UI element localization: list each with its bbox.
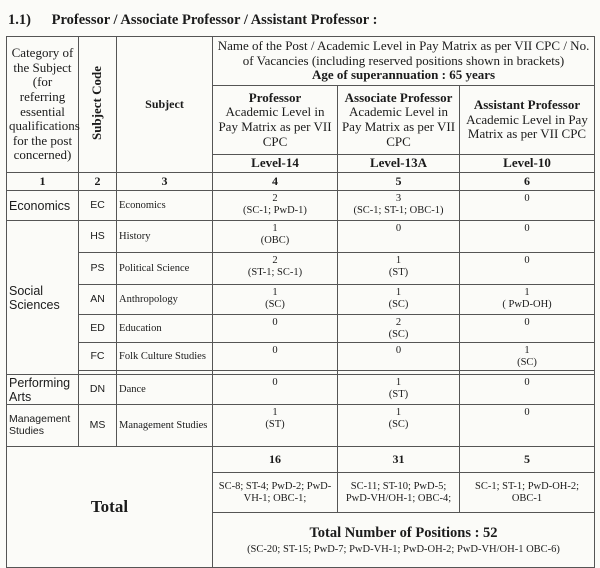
vacancy-table bbox=[6, 36, 595, 568]
assistant-total: 5 bbox=[460, 447, 595, 473]
vacancy-count: 0 bbox=[395, 223, 402, 234]
professor-vacancy bbox=[213, 191, 338, 221]
category-cell: Performing Arts bbox=[7, 375, 79, 405]
professor-vacancy bbox=[213, 285, 338, 315]
reservation: (SC) bbox=[388, 418, 409, 430]
vacancy-count: 1 bbox=[272, 223, 278, 234]
assistant-professor-level: Level-10 bbox=[460, 155, 595, 173]
vacancy-count: 2 bbox=[395, 317, 402, 328]
assistant-professor-title: Assistant Professor bbox=[473, 97, 581, 113]
subject-code: FC bbox=[79, 343, 117, 371]
category-cell: Economics bbox=[7, 191, 79, 221]
section-title: Professor / Associate Professor / Assistant Professor : bbox=[51, 12, 378, 28]
associate-total: 31 bbox=[338, 447, 460, 473]
subject-name: Management Studies bbox=[117, 405, 213, 447]
associate-vacancy bbox=[338, 191, 460, 221]
reservation: (SC) bbox=[388, 328, 409, 340]
vacancy-count: 1 bbox=[395, 287, 402, 298]
assistant-vacancy bbox=[460, 405, 595, 447]
reservation: ( PwD-OH) bbox=[502, 298, 552, 310]
subject-code: AN bbox=[79, 285, 117, 315]
vacancy-count: 0 bbox=[524, 407, 530, 418]
vacancy-count: 0 bbox=[272, 345, 278, 356]
associate-vacancy bbox=[338, 315, 460, 343]
subject-code: DN bbox=[79, 375, 117, 405]
table-row bbox=[7, 343, 595, 371]
professor-header bbox=[213, 86, 338, 155]
subject-name: Dance bbox=[117, 375, 213, 405]
subject-name: Folk Culture Studies bbox=[117, 343, 213, 371]
associate-vacancy bbox=[338, 343, 460, 371]
total-label: Total bbox=[7, 447, 213, 568]
reservation: (ST) bbox=[388, 388, 409, 400]
subject-name: Political Science bbox=[117, 253, 213, 285]
col-number: 1 bbox=[7, 173, 79, 191]
associate-professor-title: Associate Professor bbox=[344, 89, 453, 105]
table-row bbox=[7, 253, 595, 285]
grand-total-title: Total Number of Positions : 52 bbox=[309, 524, 498, 541]
vacancy-count: 0 bbox=[524, 377, 530, 388]
superannuation-text: Age of superannuation : 65 years bbox=[311, 67, 496, 83]
professor-vacancy bbox=[213, 315, 338, 343]
vacancy-count: 1 bbox=[272, 407, 278, 418]
col-number: 4 bbox=[213, 173, 338, 191]
col-number: 2 bbox=[79, 173, 117, 191]
professor-desc: Academic Level in Pay Matrix as per VII CPC bbox=[218, 104, 332, 149]
post-header-text: Name of the Post / Academic Level in Pay Matrix as per VII CPC / No. of Vacancies (including reserved positions shown in brackets) bbox=[217, 38, 590, 68]
subject-code-header bbox=[79, 37, 117, 173]
vacancy-count: 0 bbox=[524, 317, 530, 328]
vacancy-count: 0 bbox=[272, 377, 278, 388]
vacancy-count: 3 bbox=[395, 193, 402, 204]
assistant-vacancy bbox=[460, 375, 595, 405]
subject-name: Education bbox=[117, 315, 213, 343]
subject-code: EC bbox=[79, 191, 117, 221]
associate-vacancy bbox=[338, 253, 460, 285]
professor-vacancy bbox=[213, 375, 338, 405]
vacancy-count: 0 bbox=[272, 317, 278, 328]
reservation: (ST) bbox=[388, 266, 409, 278]
assistant-vacancy bbox=[460, 343, 595, 371]
professor-level: Level-14 bbox=[213, 155, 338, 173]
reservation: (SC-1; ST-1; OBC-1) bbox=[353, 204, 444, 216]
subject-header: Subject bbox=[117, 37, 213, 173]
grand-total-cell bbox=[213, 513, 595, 568]
totals-count-row bbox=[7, 447, 595, 473]
reservation: (SC) bbox=[517, 356, 537, 368]
associate-vacancy bbox=[338, 405, 460, 447]
assistant-vacancy bbox=[460, 285, 595, 315]
assistant-total-reservation: SC-1; ST-1; PwD-OH-2; OBC-1 bbox=[460, 473, 595, 513]
professor-vacancy bbox=[213, 253, 338, 285]
table-row bbox=[7, 315, 595, 343]
associate-vacancy bbox=[338, 375, 460, 405]
subject-code: PS bbox=[79, 253, 117, 285]
professor-total: 16 bbox=[213, 447, 338, 473]
professor-total-reservation: SC-8; ST-4; PwD-2; PwD-VH-1; OBC-1; bbox=[213, 473, 338, 513]
reservation: (ST) bbox=[265, 418, 285, 430]
associate-professor-desc: Academic Level in Pay Matrix as per VII CPC bbox=[341, 104, 456, 149]
vacancy-count: 1 bbox=[395, 377, 402, 388]
vacancy-count: 1 bbox=[395, 255, 402, 266]
subject-code: MS bbox=[79, 405, 117, 447]
assistant-professor-header bbox=[460, 86, 595, 155]
assistant-vacancy bbox=[460, 253, 595, 285]
vacancy-count: 2 bbox=[272, 193, 278, 204]
table-row bbox=[7, 191, 595, 221]
associate-vacancy bbox=[338, 221, 460, 253]
vacancy-count: 0 bbox=[395, 345, 402, 356]
subject-code: ED bbox=[79, 315, 117, 343]
reservation: (SC-1; PwD-1) bbox=[243, 204, 307, 216]
professor-vacancy bbox=[213, 221, 338, 253]
reservation: (SC) bbox=[265, 298, 285, 310]
vacancy-count: 1 bbox=[272, 287, 278, 298]
assistant-vacancy bbox=[460, 221, 595, 253]
category-header: Category of the Subject (for referring essential qualifications for the post concerned) bbox=[7, 37, 79, 173]
table-row bbox=[7, 405, 595, 447]
subject-code: HS bbox=[79, 221, 117, 253]
header-row bbox=[7, 37, 595, 86]
vacancy-count: 0 bbox=[524, 223, 530, 234]
post-header bbox=[213, 37, 595, 86]
professor-title: Professor bbox=[248, 89, 302, 105]
professor-vacancy bbox=[213, 405, 338, 447]
table-row bbox=[7, 375, 595, 405]
vacancy-count: 0 bbox=[524, 255, 530, 266]
subject-name: History bbox=[117, 221, 213, 253]
reservation: (ST-1; SC-1) bbox=[247, 266, 303, 278]
reservation: (SC) bbox=[388, 298, 409, 310]
vacancy-count: 2 bbox=[272, 255, 278, 266]
section-heading bbox=[8, 12, 377, 29]
section-number: 1.1) bbox=[8, 12, 31, 28]
associate-total-reservation: SC-11; ST-10; PwD-5; PwD-VH/OH-1; OBC-4; bbox=[338, 473, 460, 513]
associate-professor-header bbox=[338, 86, 460, 155]
assistant-vacancy bbox=[460, 315, 595, 343]
grand-total-breakdown: (SC-20; ST-15; PwD-7; PwD-VH-1; PwD-OH-2; PwD-VH/OH-1 OBC-6) bbox=[247, 543, 560, 555]
column-numbers-row bbox=[7, 173, 595, 191]
reservation: (OBC) bbox=[260, 234, 290, 246]
subject-name: Economics bbox=[117, 191, 213, 221]
assistant-vacancy bbox=[460, 191, 595, 221]
table-row bbox=[7, 221, 595, 253]
category-cell: Management Studies bbox=[7, 405, 79, 447]
subject-name: Anthropology bbox=[117, 285, 213, 315]
associate-vacancy bbox=[338, 285, 460, 315]
professor-vacancy bbox=[213, 343, 338, 371]
vacancy-count: 1 bbox=[524, 345, 530, 356]
subject-code-label: Subject Code bbox=[89, 65, 105, 140]
assistant-professor-desc: Academic Level in Pay Matrix as per VII CPC bbox=[466, 111, 588, 142]
col-number: 5 bbox=[338, 173, 460, 191]
vacancy-count: 0 bbox=[524, 193, 530, 204]
table-row bbox=[7, 285, 595, 315]
associate-professor-level: Level-13A bbox=[338, 155, 460, 173]
vacancy-count: 1 bbox=[395, 407, 402, 418]
category-cell: Social Sciences bbox=[7, 221, 79, 375]
col-number: 6 bbox=[460, 173, 595, 191]
vacancy-count: 1 bbox=[524, 287, 530, 298]
col-number: 3 bbox=[117, 173, 213, 191]
